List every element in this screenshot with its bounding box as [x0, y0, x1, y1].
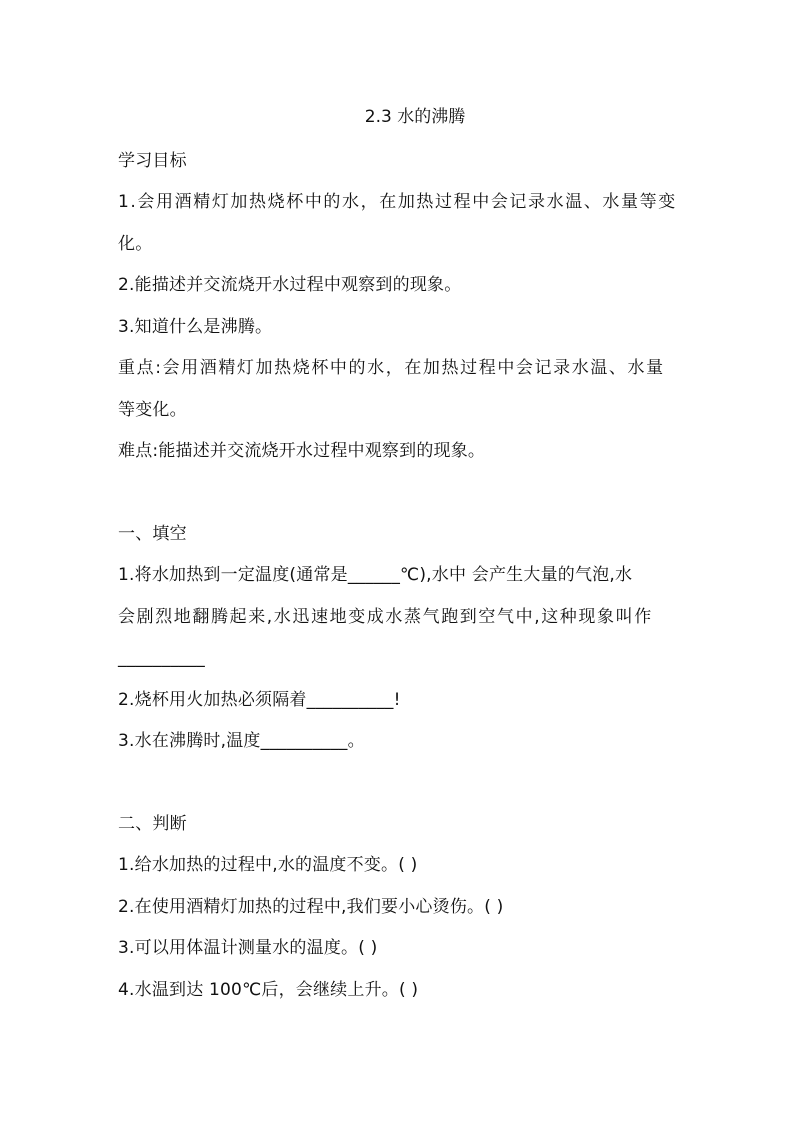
judgement-question-4: 4.水温到达 100℃后，会继续上升。( ) — [118, 980, 419, 1000]
objective-1-line-2: 化。 — [118, 234, 153, 254]
fill-in-heading: 一、填空 — [118, 524, 187, 544]
judgement-heading: 二、判断 — [118, 814, 187, 834]
fill-question-3: 3.水在沸腾时,温度__________。 — [118, 731, 365, 751]
fill-question-1-line-2: 会剧烈地翻腾起来,水迅速地变成水蒸气跑到空气中,这种现象叫作 — [118, 607, 653, 627]
page-title: 2.3 水的沸腾 — [364, 107, 466, 127]
objective-3: 3.知道什么是沸腾。 — [118, 317, 273, 337]
objectives-heading: 学习目标 — [118, 151, 187, 171]
key-point-line-1: 重点:会用酒精灯加热烧杯中的水，在加热过程中会记录水温、水量 — [118, 358, 665, 378]
objective-2: 2.能描述并交流烧开水过程中观察到的现象。 — [118, 275, 462, 295]
fill-question-1-blank: __________ — [118, 648, 205, 668]
fill-question-1-line-1: 1.将水加热到一定温度(通常是______℃),水中 会产生大量的气泡,水 — [118, 565, 633, 585]
objective-1-line-1: 1.会用酒精灯加热烧杯中的水，在加热过程中会记录水温、水量等变 — [118, 192, 677, 212]
judgement-question-2: 2.在使用酒精灯加热的过程中,我们要小心烫伤。( ) — [118, 897, 504, 917]
judgement-question-1: 1.给水加热的过程中,水的温度不变。( ) — [118, 855, 418, 875]
key-point-line-2: 等变化。 — [118, 400, 187, 420]
judgement-question-3: 3.可以用体温计测量水的温度。( ) — [118, 938, 378, 958]
fill-question-2: 2.烧杯用火加热必须隔着__________! — [118, 690, 401, 710]
difficulty-point: 难点:能描述并交流烧开水过程中观察到的现象。 — [118, 441, 486, 461]
